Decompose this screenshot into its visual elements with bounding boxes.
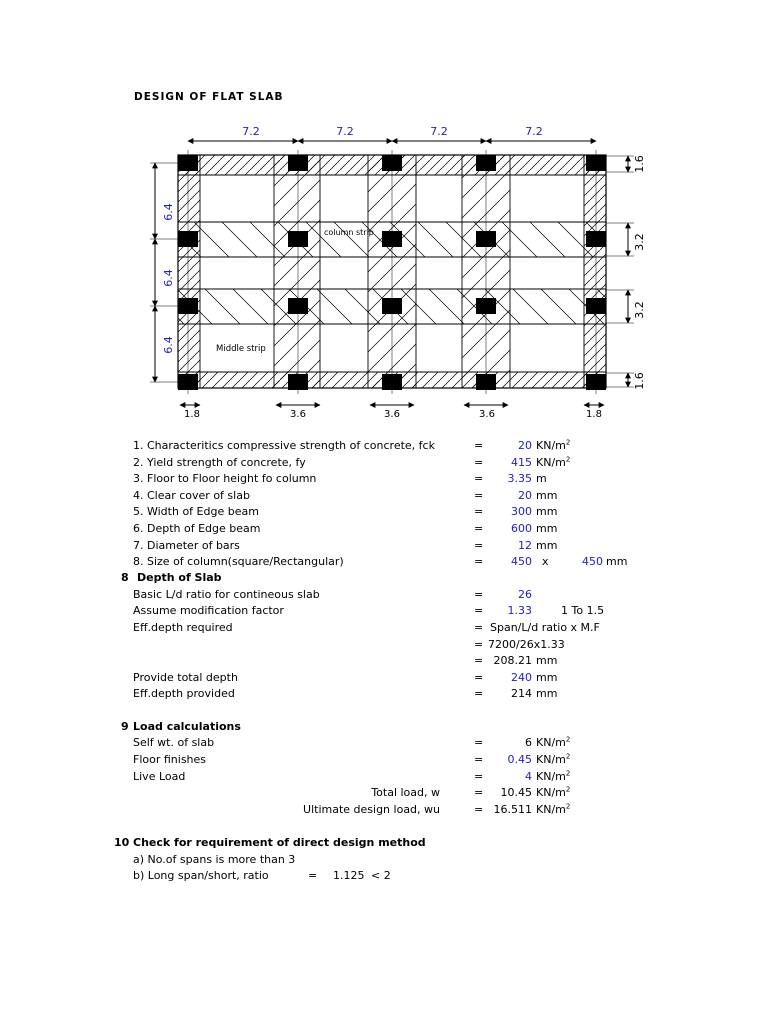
bottom-dim-5: 1.8 [586, 409, 602, 420]
input-label: 5. Width of Edge beam [133, 505, 259, 518]
equals-sign: = [474, 786, 484, 799]
section-10-heading: Check for requirement of direct design method [133, 836, 426, 849]
input-unit: $KN/m^2$ [536, 455, 571, 469]
row-label: Eff.depth provided [133, 687, 235, 700]
row-self-weight [0, 735, 768, 751]
equals-sign: = [474, 588, 484, 601]
row-floor-finishes [0, 752, 768, 768]
bottom-dim-3: 3.6 [384, 409, 400, 420]
input-value: 12 [518, 539, 532, 552]
equals-sign: = [474, 505, 484, 518]
equals-sign: = [474, 638, 484, 651]
row-value: 214 [511, 687, 532, 700]
equals-sign: = [474, 671, 484, 684]
page-title: DESIGN OF FLAT SLAB [134, 91, 284, 103]
input-label: 2. Yield strength of concrete, fy [133, 456, 306, 469]
input-unit: $KN/m^2$ [536, 438, 571, 452]
row-unit: $KN/m^2$ [536, 769, 571, 783]
row-label: a) No.of spans is more than 3 [133, 853, 296, 866]
row-spans-check [0, 852, 768, 868]
input-value: 300 [511, 505, 532, 518]
row-unit: $KN/m^2$ [536, 802, 571, 816]
row-span-ratio [0, 868, 768, 884]
input-unit: mm [536, 489, 558, 502]
row-value: 16.511 [493, 803, 532, 816]
row-unit: mm [536, 687, 558, 700]
column-size-value-2: 450 [582, 555, 603, 568]
input-row-fy [0, 455, 768, 471]
input-label: 1. Characteritics compressive strength of concrete, fck [133, 439, 435, 452]
section-10-number: 10 [114, 836, 130, 849]
row-value: 240 [511, 671, 532, 684]
row-ultimate-load [0, 802, 768, 818]
equals-sign: = [474, 654, 484, 667]
input-row-edge-beam-width [0, 504, 768, 520]
bottom-dim-1: 1.8 [184, 409, 200, 420]
right-dim-1: 1.6 [633, 155, 646, 173]
row-value: 4 [525, 770, 532, 783]
input-label: 6. Depth of Edge beam [133, 522, 261, 535]
row-label: b) Long span/short, ratio [133, 869, 269, 882]
row-value: 10.45 [500, 786, 532, 799]
input-row-clear-cover [0, 488, 768, 504]
input-row-column-size [0, 554, 768, 570]
row-label: Basic L/d ratio for contineous slab [133, 588, 320, 601]
equals-sign: = [474, 604, 484, 617]
equals-sign: = [308, 869, 318, 882]
row-unit: mm [536, 654, 558, 667]
input-label: 8. Size of column(square/Rectangular) [133, 555, 344, 568]
row-formula: 7200/26x1.33 [488, 638, 565, 651]
row-total-depth [0, 670, 768, 686]
equals-sign: = [474, 472, 484, 485]
left-span-2: 6.4 [162, 269, 175, 287]
row-value: 26 [518, 588, 532, 601]
equals-sign: = [474, 522, 484, 535]
row-eff-depth-provided [0, 686, 768, 702]
input-value: 415 [511, 456, 532, 469]
equals-sign: = [474, 456, 484, 469]
equals-sign: = [474, 736, 484, 749]
row-label: Self wt. of slab [133, 736, 215, 749]
top-span-2: 7.2 [336, 125, 354, 138]
row-unit: mm [536, 671, 558, 684]
input-row-floor-height [0, 471, 768, 487]
row-value: 1.125 [333, 869, 365, 882]
row-label: Ultimate design load, wu [303, 803, 440, 816]
input-unit: mm [536, 539, 558, 552]
row-unit: $KN/m^2$ [536, 752, 571, 766]
column-size-unit: mm [606, 555, 628, 568]
input-row-fck [0, 438, 768, 454]
row-label: Provide total depth [133, 671, 238, 684]
equals-sign: = [474, 489, 484, 502]
input-unit: mm [536, 505, 558, 518]
row-label: Floor finishes [133, 753, 207, 766]
input-row-edge-beam-depth [0, 521, 768, 537]
input-unit: mm [536, 522, 558, 535]
section-8-number: 8 [121, 571, 129, 584]
input-label: 4. Clear cover of slab [133, 489, 250, 502]
left-span-1: 6.4 [162, 203, 175, 221]
equals-sign: = [474, 687, 484, 700]
column-strip-label: column strip [324, 228, 374, 237]
equals-sign: = [474, 539, 484, 552]
row-label: Total load, w [371, 786, 440, 799]
right-dim-2: 3.2 [633, 233, 646, 251]
top-span-4: 7.2 [525, 125, 543, 138]
ratio-comparison: < 2 [371, 869, 391, 882]
input-label: 7. Diameter of bars [133, 539, 240, 552]
section-9-number: 9 [121, 720, 129, 733]
right-dim-4: 1.6 [633, 372, 646, 390]
right-dim-3: 3.2 [633, 301, 646, 319]
row-unit: $KN/m^2$ [536, 735, 571, 749]
row-unit: $KN/m^2$ [536, 785, 571, 799]
modification-range: 1 To 1.5 [561, 604, 605, 617]
equals-sign: = [474, 770, 484, 783]
row-value: 1.33 [507, 604, 532, 617]
top-span-3: 7.2 [430, 125, 448, 138]
row-eff-depth-calc-2 [0, 653, 768, 669]
flat-slab-diagram [0, 0, 768, 430]
equals-sign: = [474, 803, 484, 816]
equals-sign: = [474, 439, 484, 452]
input-value: 3.35 [507, 472, 532, 485]
row-live-load [0, 769, 768, 785]
row-eff-depth-required [0, 620, 768, 636]
bottom-dim-4: 3.6 [479, 409, 495, 420]
row-label: Eff.depth required [133, 621, 233, 634]
middle-strip-label: Middle strip [216, 344, 266, 354]
column-size-value-1: 450 [511, 555, 532, 568]
times-sign: x [542, 555, 549, 568]
input-label: 3. Floor to Floor height fo column [133, 472, 317, 485]
input-row-bar-diameter [0, 538, 768, 554]
equals-sign: = [474, 753, 484, 766]
left-span-3: 6.4 [162, 336, 175, 354]
section-8-heading: Depth of Slab [137, 571, 222, 584]
input-unit: m [536, 472, 547, 485]
row-label: Assume modification factor [133, 604, 284, 617]
row-basic-ld [0, 587, 768, 603]
row-value: 0.45 [507, 753, 532, 766]
section-9-heading: Load calculations [133, 720, 241, 733]
top-span-1: 7.2 [242, 125, 260, 138]
input-value: 20 [518, 439, 532, 452]
row-modification-factor [0, 603, 768, 619]
equals-sign: = [474, 555, 484, 568]
bottom-dim-2: 3.6 [290, 409, 306, 420]
input-value: 600 [511, 522, 532, 535]
row-label: Live Load [133, 770, 186, 783]
row-formula: Span/L/d ratio x M.F [490, 621, 600, 634]
input-value: 20 [518, 489, 532, 502]
equals-sign: = [474, 621, 484, 634]
row-total-load [0, 785, 768, 801]
row-value: 208.21 [493, 654, 532, 667]
row-eff-depth-calc-1 [0, 637, 768, 653]
row-value: 6 [525, 736, 532, 749]
